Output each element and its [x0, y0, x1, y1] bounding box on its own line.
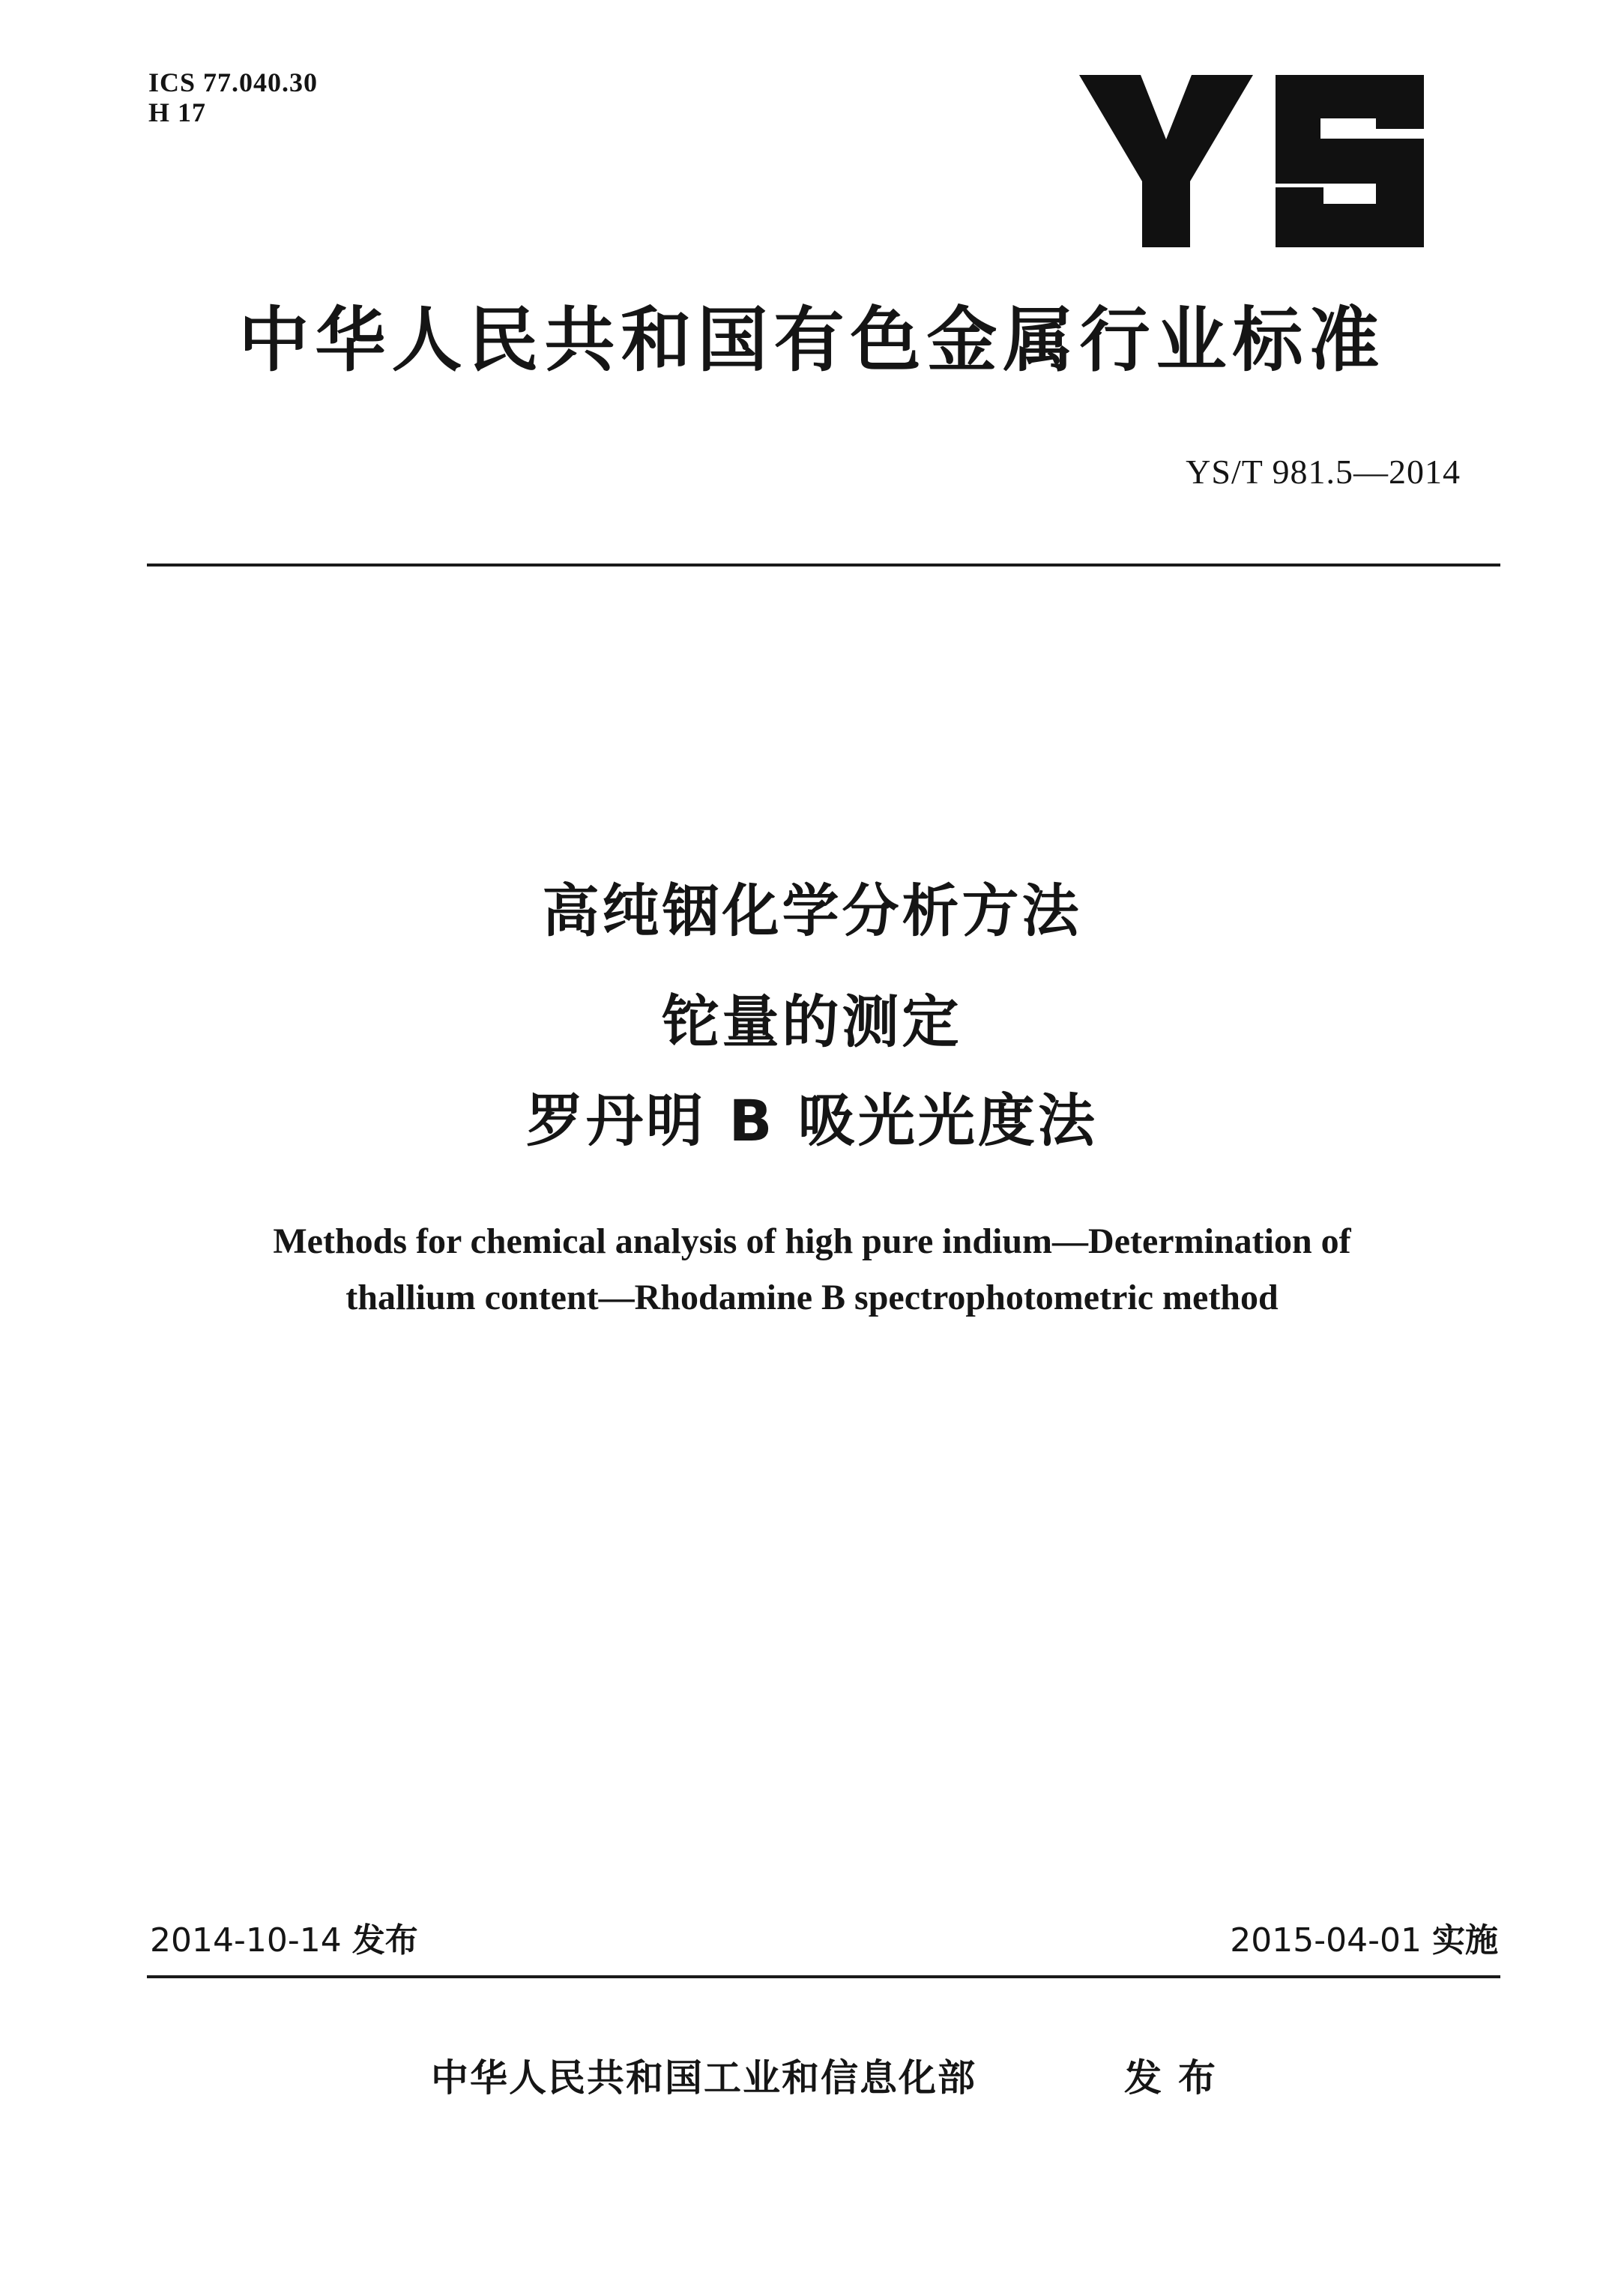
ccs-code: H 17 [148, 97, 207, 127]
issue-date-value: 2014-10-14 [150, 1921, 342, 1960]
organization-title: 中华人民共和国有色金属行业标准 [238, 300, 1386, 381]
title-en-line-1: Methods for chemical analysis of high pure indium—Determination of [273, 1221, 1351, 1261]
publish-label: 发布 [1124, 2056, 1232, 2100]
standard-number: YS/T 981.5—2014 [1186, 453, 1461, 491]
title-cn-line-2: 铊量的测定 [662, 988, 962, 1055]
top-divider [147, 564, 1500, 567]
title-cn-line-1: 高纯铟化学分析方法 [542, 877, 1082, 944]
implementation-date-label: 实施 [1432, 1921, 1498, 1960]
title-cn-line-3: 罗丹明 B 吸光光度法 [526, 1087, 1098, 1154]
ics-code: ICS 77.040.30 [148, 67, 319, 97]
implementation-date [1230, 1918, 1498, 1963]
issue-date [150, 1918, 418, 1963]
bottom-divider [147, 1975, 1500, 1978]
ys-logo [1079, 75, 1424, 247]
publisher-name: 中华人民共和国工业和信息化部 [431, 2056, 976, 2100]
title-en-line-2: thallium content—Rhodamine B spectrophotometric method [345, 1278, 1279, 1317]
issue-date-label: 发布 [351, 1921, 418, 1960]
implementation-date-value: 2015-04-01 [1230, 1921, 1422, 1960]
